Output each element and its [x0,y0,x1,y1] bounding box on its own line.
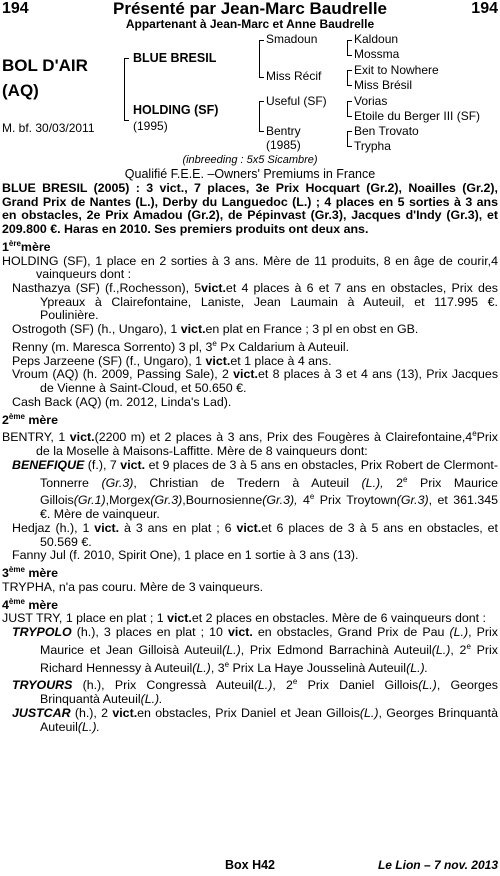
produce-cash-back: Cash Back (AQ) (m. 2012, Linda's Lad). [12,394,232,409]
pedigree-dam: HOLDING (SF) [133,103,219,117]
second-dam-record: BENTRY, 1 vict.(2200 m) et 2 places à 3 ans, Prix des Fougères à Clairefontaine,4ePrix de la Moselle à Maisons-Laffitte. Mère de 8 vainqueurs dont: [2,429,498,459]
pedigree-dd-sire: Ben Trovato [354,124,419,138]
pedigree-bracket-ss [347,40,352,56]
pedigree-dam-sire: Useful (SF) [266,94,327,108]
pedigree-sire-dam: Miss Récif [266,69,322,83]
pedigree-ds-sire: Vorias [354,94,388,108]
produce-trypolo: TRYPOLO (h.), 3 places en plat ; 10 vict. en obstacles, Grand Prix de Pau (L.), Prix Maurice et Jean Gilloisà Auteuil(L.), Prix Edmond Barrachinà Auteuil(L.), 2e Prix Richard Hennessy à Auteuil(L.), 3e Prix La Haye Jousselinà Auteuil(L.). [12,625,498,675]
fourth-dam-record: JUST TRY, 1 place en plat ; 1 vict.et 2 places en obstacles. Mère de 6 vainqueurs dont : [2,611,486,626]
horse-description: M. bf. 30/03/2011 [2,121,95,135]
consignor-title: Présenté par Jean-Marc Baudrelle [112,0,387,18]
pedigree-bracket-sd [347,70,352,86]
pedigree-ss-dam: Mossma [354,47,400,61]
produce-nasthazya: Nasthazya (SF) (f.,Rochesson), 5vict.et 4 places à 6 et 7 ans en obstacles, Prix des Ypreaux à Clairefontaine, Laniste, Jean Laumain à Auteuil, et 117.995 €. Poulinière. [12,281,499,323]
qualification-note: Qualifié F.E.E. –Owners' Premiums in France [124,167,376,181]
pedigree-bracket-gen1 [124,58,129,121]
produce-peps-jarzeene: Peps Jarzeene (SF) (f., Ungaro), 1 vict.et 1 place à 4 ans. [12,353,332,368]
produce-hedjaz: Hedjaz (h.), 1 vict. à 3 ans en plat ; 6 vict.et 6 places de 3 à 5 ans en obstacles, et 50.569 €. [12,520,498,549]
owner-subtitle: Appartenant à Jean-Marc et Anne Baudrelle [125,17,375,31]
pedigree-ss-sire: Kaldoun [354,32,399,46]
lot-number-left: 194 [2,0,29,17]
produce-benefique: BENEFIQUE (f.), 7 vict. et 9 places de 3 à 5 ans en obstacles, Prix Robert de Clermont-Tonnerre (Gr.3), Christian de Tredern à Auteuil (L.), 2e Prix Maurice Gillois(Gr.1),Morgex(Gr.3),Bournosienne(Gr.3), 4e Prix Troytown(Gr.3), et 361.345 €. Mère de vainqueur. [12,457,498,522]
pedigree-dam-year: (1995) [133,119,168,133]
footer-sale-info: Le Lion – 7 nov. 2013 [377,858,498,872]
third-dam-record: TRYPHA, n'a pas couru. Mère de 3 vainqueurs. [2,579,264,594]
section-heading-fourth-dam: 4ème mère [2,596,58,612]
produce-vroum: Vroum (AQ) (h. 2009, Passing Sale), 2 vict.et 8 places à 3 et 4 ans (13), Prix Jacques de Vienne à Saint-Cloud, et 50.650 €. [12,367,499,396]
section-heading-third-dam: 3ème mère [2,565,58,581]
lot-number-right: 194 [471,0,498,17]
pedigree-dam-dam: Bentry [266,124,301,138]
produce-renny: Renny (m. Maresca Sorrento) 3 pl, 3e Px Caldarium à Auteuil. [12,338,350,354]
pedigree-sire: BLUE BRESIL [133,51,217,65]
sire-record: BLUE BRESIL (2005) : 3 vict., 7 places, 3e Prix Hocquart (Gr.2), Noailles (Gr.2), Grand Prix de Nantes (L.), Derby du Languedoc (L.) ; 4 places en 5 sorties à 3 ans en obstacles, 2e Prix Amadou (Gr.2), de Pépinvast (Gr.3), Jacques d'Indy (Gr.3), et 209.800 €. Haras en 2010. Ses premiers produits ont deux ans. [2,181,498,237]
horse-name: BOL D'AIR [2,56,88,75]
pedigree-sd-dam: Miss Brésil [354,78,413,92]
produce-fanny-jul: Fanny Jul (f. 2010, Spirit One), 1 place en 1 sortie à 3 ans (13). [12,548,359,563]
section-heading-second-dam: 2ème mère [2,411,58,427]
footer-box-number: Box H42 [224,858,276,872]
horse-breed-suffix: (AQ) [2,81,39,100]
section-heading-first-dam: 1èremère [2,238,51,254]
produce-ostrogoth: Ostrogoth (SF) (h., Ungaro), 1 vict.en plat en France ; 3 pl en obst en GB. [12,322,419,337]
produce-tryours: TRYOURS (h.), Prix Congressà Auteuil(L.), 2e Prix Daniel Gillois(L.), Georges Brinquantà Auteuil(L.). [12,677,498,707]
pedigree-sire-sire: Smadoun [266,32,318,46]
pedigree-bracket-sire [259,40,264,78]
pedigree-ds-dam: Etoile du Berger III (SF) [354,109,481,123]
pedigree-bracket-dd [347,131,352,147]
pedigree-bracket-ds [347,101,352,117]
catalogue-body [2,182,498,734]
pedigree-bracket-dam [259,101,264,132]
pedigree-dam-dam-year: (1985) [266,138,301,152]
inbreeding-note: (inbreeding : 5x5 Sicambre) [182,154,318,166]
pedigree-dd-dam: Trypha [354,139,391,153]
pedigree-sd-sire: Exit to Nowhere [354,63,439,77]
dam-record: HOLDING (SF), 1 place en 2 sorties à 3 ans. Mère de 11 produits, 8 en âge de courir,4 vainqueurs dont : [2,253,498,282]
produce-justcar: JUSTCAR (h.), 2 vict.en obstacles, Prix Daniel et Jean Gillois(L.), Georges Brinquantà Auteuil(L.). [12,705,498,734]
